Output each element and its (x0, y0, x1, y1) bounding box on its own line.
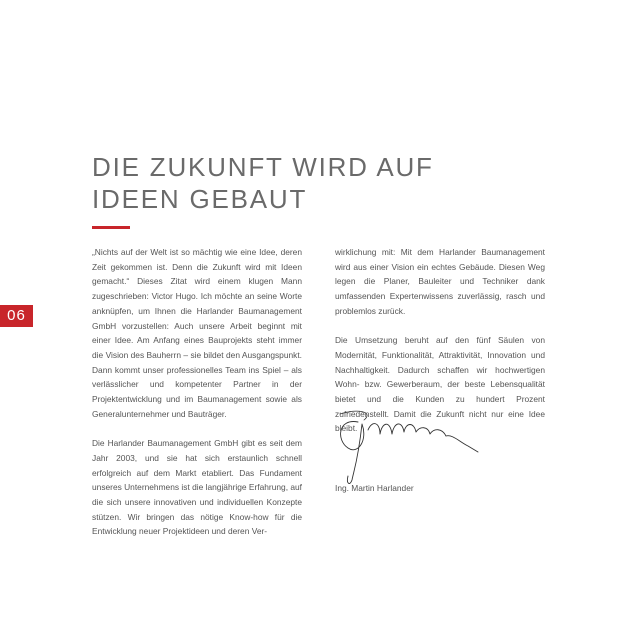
right-paragraph-2: Die Umsetzung beruht auf den fünf Säulen von Modernität, Funktionalität, Attraktivität, Innovation und Nachhaltigkeit. Dadurch schaffen wir hochwertigen Wohn- bzw. Gewerberaum, der beste Lebensqualität bietet und die Kunden zu hundert Prozent zufriedenstellt. Damit die Zukunft nicht nur eine Idee bleibt. (335, 335, 545, 434)
page-number: 06 (0, 305, 33, 327)
handwritten-signature (328, 400, 488, 488)
title-accent-rule (92, 226, 130, 229)
left-paragraph-2: Die Harlander Baumanagement GmbH gibt es seit dem Jahr 2003, und sie hat sich erstaunlich schnell erfolgreich auf dem Markt etabliert. Das Fundament unseres Unternehmens ist die langjährige Erfahrung, auf die sich unsere innovativen und individuellen Konzepte stützen. Wir bringen das nötige Know-how für die Entwicklung neuer Projektideen und deren Ver- (92, 438, 302, 537)
left-paragraph-1: „Nichts auf der Welt ist so mächtig wie eine Idee, deren Zeit gekommen ist. Denn die Zukunft wird mit Ideen gemacht.“ Dieses Zitat wird einem klugen Mann zugeschrieben: Victor Hugo. Ich möchte an seine Worte anknüpfen, um Ihnen die Harlander Baumanagement GmbH vorzustellen: Auch unsere Arbeit beginnt mit einer Idee. Am Anfang eines Bauprojekts steht immer die Vision des Bauherrn – sie bildet den Ausgangspunkt. Dann kommt unser professionelles Team ins Spiel – als verlässlicher und kompetenter Partner in der Projektentwicklung und im Baumanagement sowie als Generalunternehmer und Bauträger. (92, 247, 302, 419)
title-line-1: DIE ZUKUNFT WIRD AUF (92, 152, 434, 182)
title-line-2: IDEEN GEBAUT (92, 184, 308, 214)
page-title (92, 151, 492, 215)
signer-name: Ing. Martin Harlander (335, 483, 414, 493)
left-text-column (92, 245, 302, 554)
right-paragraph-1: wirklichung mit: Mit dem Harlander Baumanagement wird aus einer Vision ein echtes Gebäude. Diesen Weg legen die Planer, Bauleiter und Techniker dank umfassenden Expertenwissens zuverlässig, rasch und problemlos zurück. (335, 247, 545, 316)
